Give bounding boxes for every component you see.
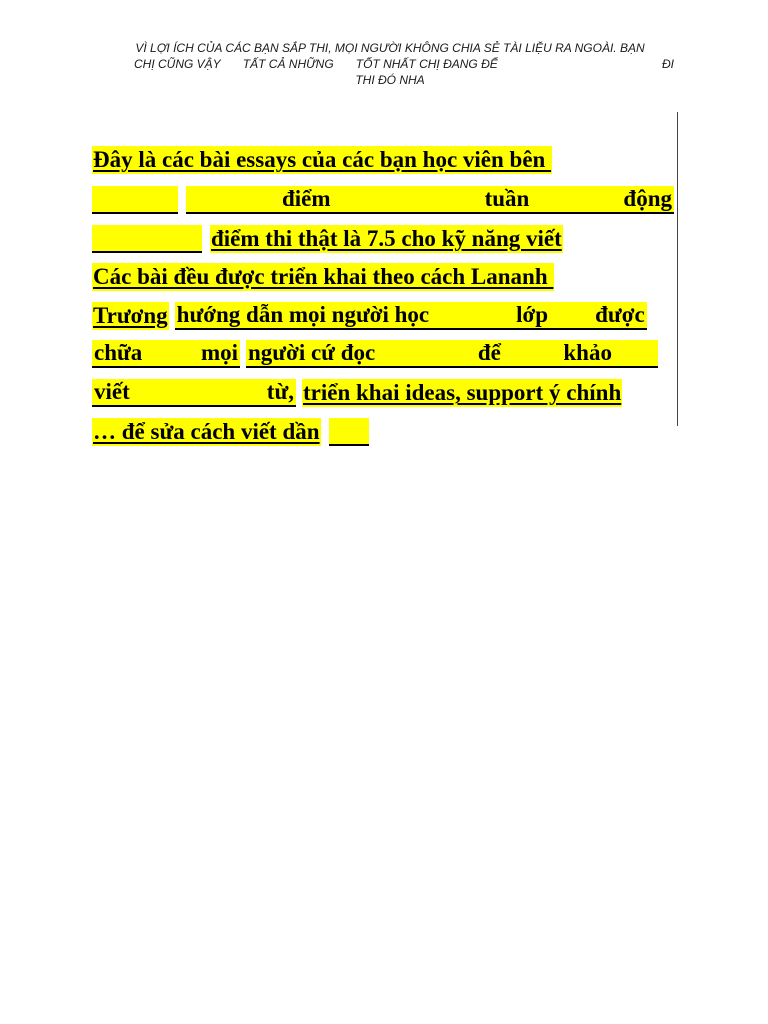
- body-line-5: [92, 301, 674, 331]
- body-line-7: [92, 378, 674, 408]
- notice-text-3: THI ĐÓ NHA: [355, 73, 425, 87]
- notice-text-2b: TẤT CẢ NHỮNG: [242, 57, 334, 71]
- blank-field: [329, 418, 369, 446]
- body-word-de: để: [477, 340, 501, 365]
- margin-rule: [677, 112, 678, 426]
- body-word-viet: viết: [94, 379, 130, 404]
- notice-line-2: [100, 56, 680, 72]
- body-segment-7a: [92, 379, 296, 407]
- notice-text-2d: ĐI: [662, 57, 674, 71]
- body-text-7b: triển khai ideas, support ý chính: [303, 380, 622, 405]
- body-text-6b1: người cứ đọc: [248, 340, 376, 365]
- body-word-diem: điểm: [282, 186, 331, 211]
- body-line-2: [92, 185, 674, 215]
- notice-line-1: [100, 40, 680, 56]
- notice-text-2-spacer: [520, 56, 640, 72]
- body-segment-2: [186, 186, 674, 214]
- body-line-1: [92, 145, 674, 175]
- blank-field: [92, 225, 202, 253]
- body-text-5b3: được: [595, 302, 645, 327]
- body-text-8: … để sửa cách viết dần: [93, 419, 320, 444]
- blank-field: [92, 186, 178, 214]
- body-word-moi: mọi: [200, 340, 238, 365]
- notice-text-2a: CHỊ CŨNG VẬY: [134, 57, 221, 71]
- body-line-8: [92, 417, 674, 447]
- body-word-khao: khảo: [563, 340, 612, 365]
- body-text-5b1: hướng dẫn mọi người học: [176, 302, 430, 327]
- body-segment-6a: [92, 340, 240, 368]
- notice-text-1: VÌ LỢI ÍCH CỦA CÁC BẠN SẮP THI, MỌI NGƯỜI KHÔNG CHIA SẺ TÀI LIỆU RA NGOÀI. BẠN: [135, 41, 645, 55]
- body-word-tuan: tuần: [484, 186, 530, 211]
- body-segment-6b: [246, 340, 658, 368]
- body-text-4: Các bài đều được triển khai theo cách Lananh: [93, 264, 554, 289]
- body-segment-5: [175, 302, 647, 330]
- body-word-dong: động: [623, 186, 672, 211]
- body-line-6: [92, 339, 674, 369]
- notice-line-3: [100, 72, 680, 88]
- body-line-3: [92, 224, 674, 254]
- notice-text-2c: TỐT NHẤT CHỊ ĐANG ĐỂ: [355, 57, 498, 71]
- body-text-5b2: lớp: [516, 302, 549, 327]
- body-line-4: [92, 262, 674, 292]
- body-text-1: Đây là các bài essays của các bạn học viên bên: [93, 147, 552, 172]
- body-text-3: điểm thi thật là 7.5 cho kỹ năng viết: [211, 226, 562, 251]
- confidentiality-notice: [100, 40, 680, 88]
- body-word-chua: chữa: [94, 340, 143, 365]
- body-text-5a: Trương: [93, 303, 168, 328]
- body-word-tu: từ,: [266, 379, 294, 404]
